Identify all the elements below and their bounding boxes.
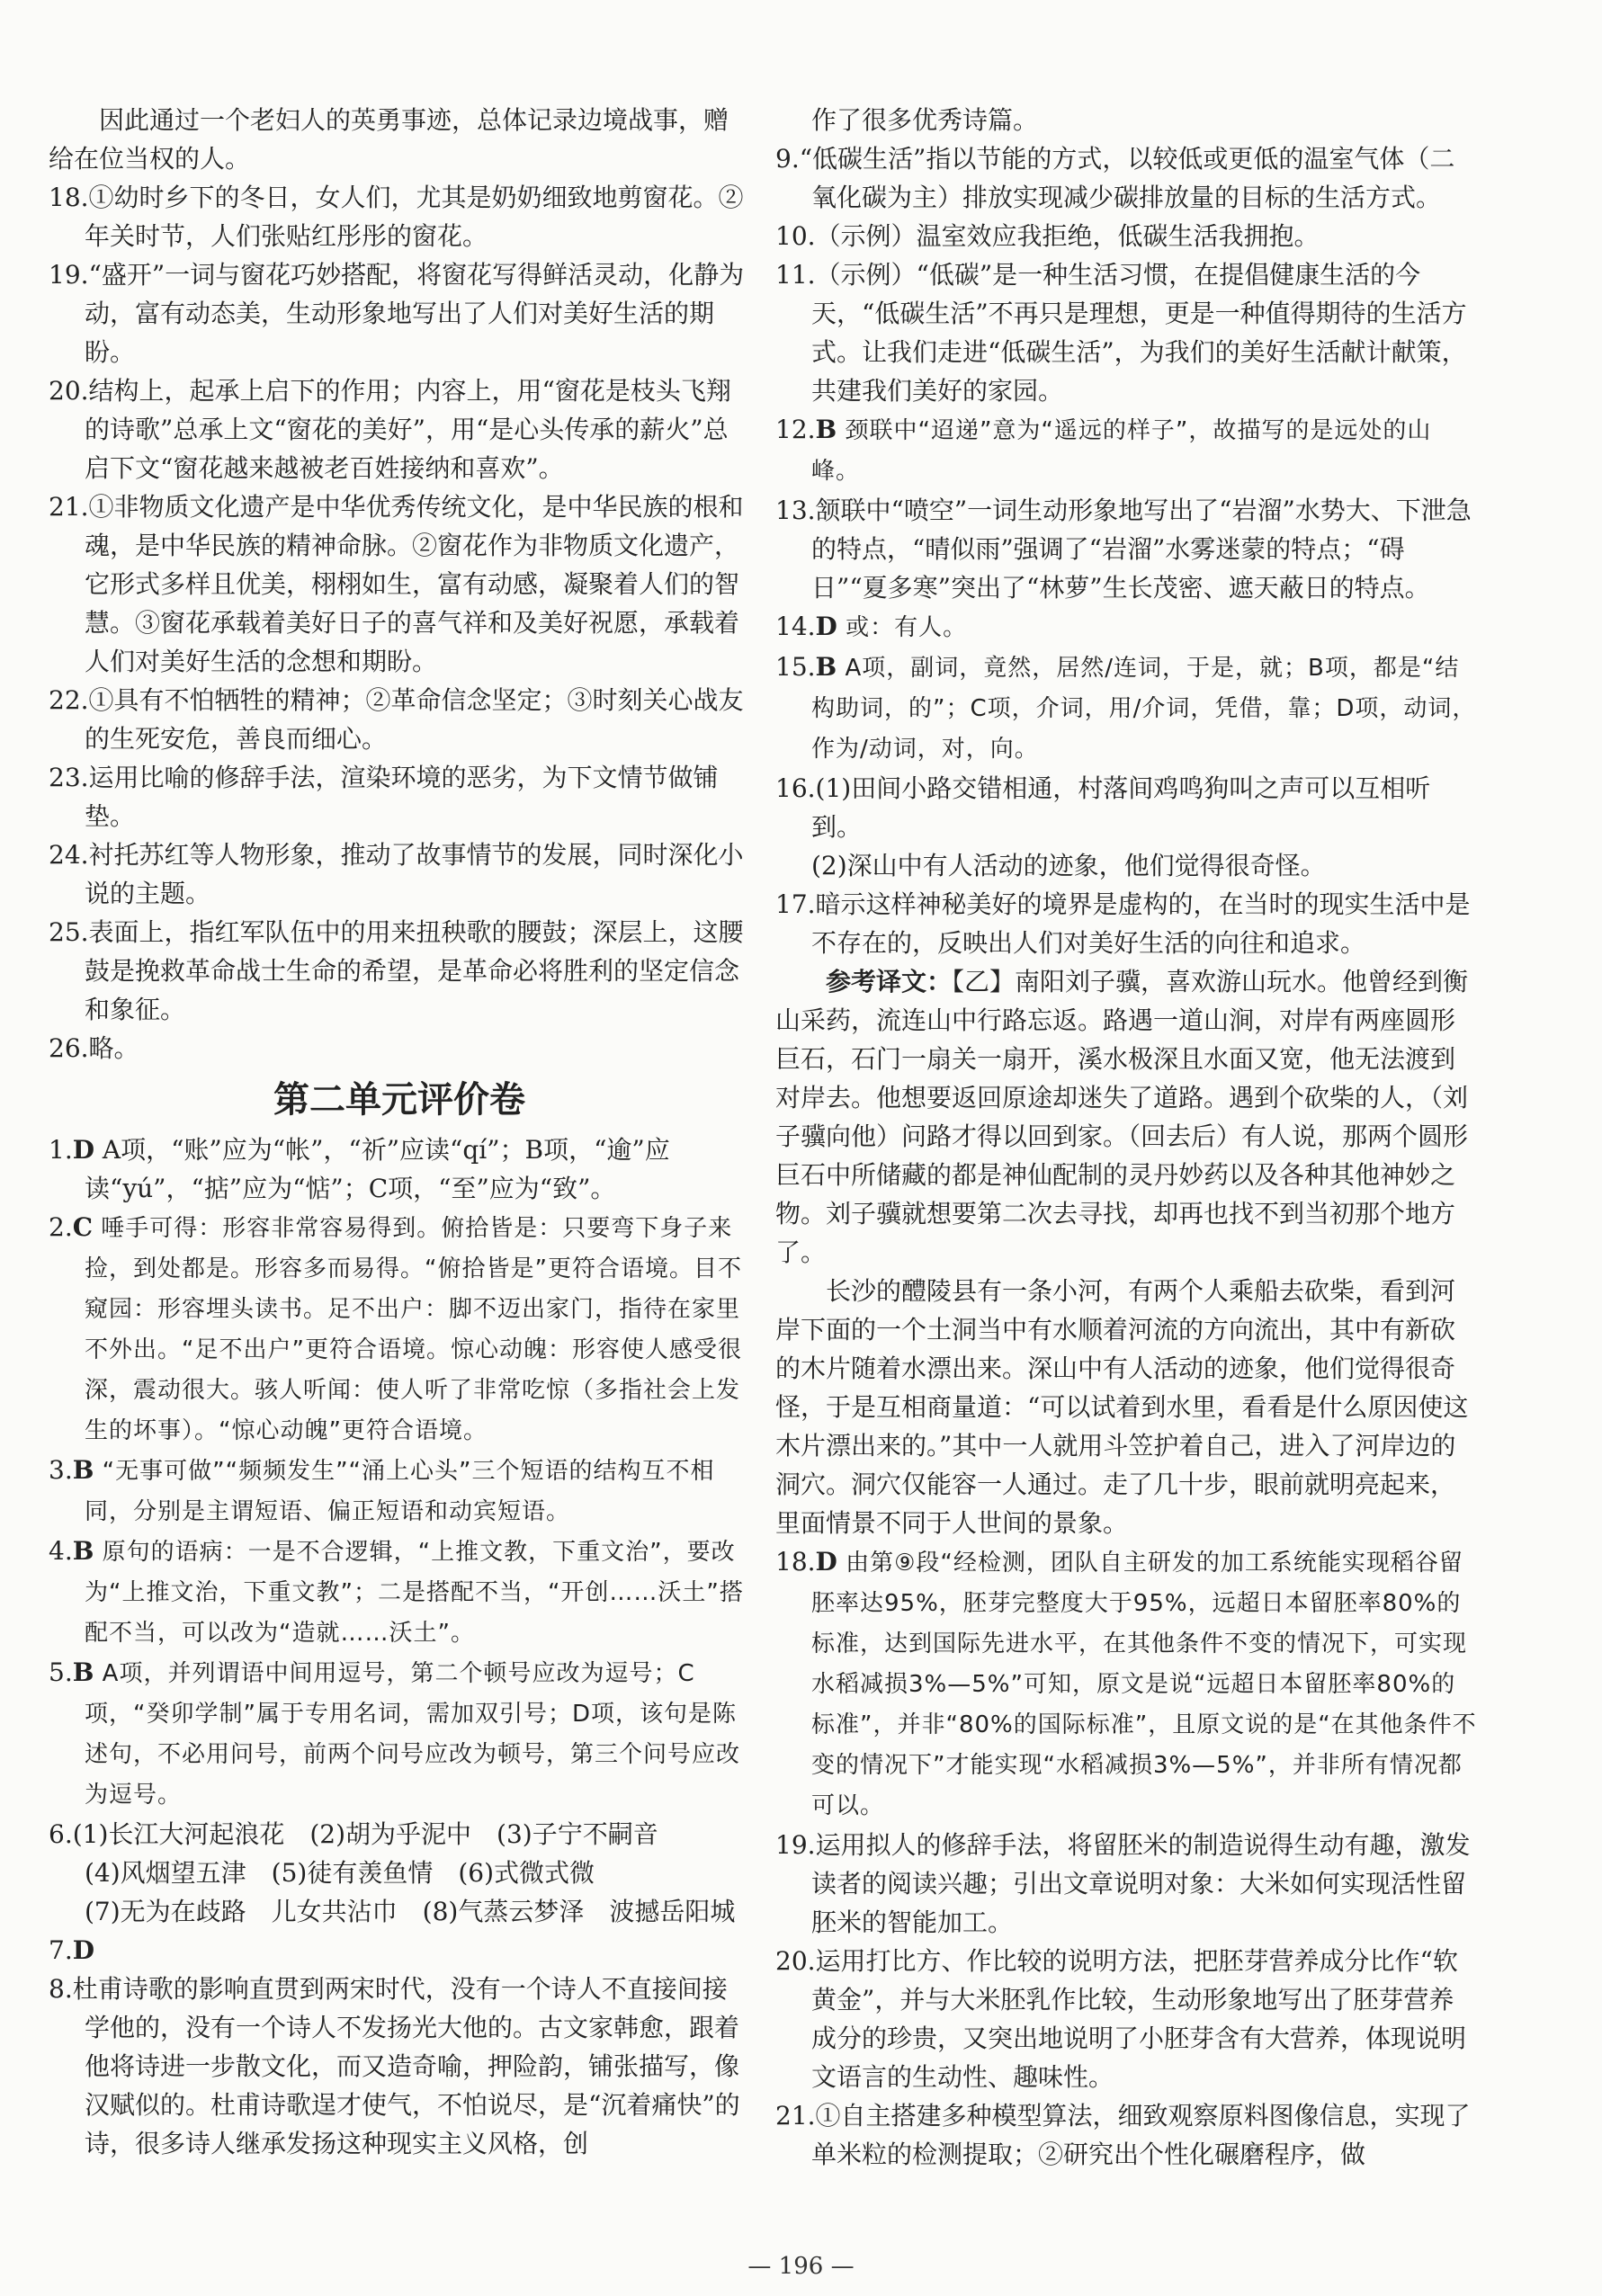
item-text: 颔联中“喷空”一词生动形象地写出了“岩溜”水势大、下泄急的特点，“晴似雨”强调了“岩溜”水雾迷蒙的特点；“碍日”“夏多寒”突出了“林萝”生长茂密、遮天蔽日的特点。 xyxy=(811,496,1472,603)
answer-item-26 xyxy=(49,1029,750,1068)
item-number: 21. xyxy=(49,492,89,522)
answer-item-19 xyxy=(49,255,750,371)
answer-item-2 xyxy=(49,1208,750,1451)
item-number: 6. xyxy=(49,1819,73,1849)
answer-letter: D xyxy=(815,612,837,641)
answer-item-6-line: (4)风烟望五津 (5)徒有羡鱼情 (6)式微式微 xyxy=(85,1858,595,1888)
item-number: 23. xyxy=(49,763,89,792)
answer-letter: B xyxy=(815,652,837,682)
left-column xyxy=(49,101,750,2163)
item-number: 18. xyxy=(49,183,89,212)
item-number: 12. xyxy=(775,415,816,444)
item-text: ①幼时乡下的冬日，女人们，尤其是奶奶细致地剪窗花。②年关时节，人们张贴红彤彤的窗花。 xyxy=(85,183,744,251)
answer-item-10 xyxy=(775,217,1477,255)
item-text: 暗示这样神秘美好的境界是虚构的，在当时的现实生活中是不存在的，反映出人们对美好生活的向往和追求。 xyxy=(811,889,1471,958)
item-text: “低碳生活”指以节能的方式，以较低或更低的温室气体（二氧化碳为主）排放实现减少碳排放量的目标的生活方式。 xyxy=(799,144,1455,212)
item-number: 11. xyxy=(775,260,816,290)
item-number: 2. xyxy=(49,1212,73,1242)
item-text: ①非物质文化遗产是中华优秀传统文化，是中华民族的根和魂，是中华民族的精神命脉。②窗花作为非物质文化遗产，它形式多样且优美，栩栩如生，富有动感，凝聚着人们的智慧。③窗花承载着美好日子的喜气祥和及美好祝愿，承载着人们对美好生活的念想和期盼。 xyxy=(85,492,744,676)
item-text: 杜甫诗歌的影响直贯到两宋时代，没有一个诗人不直接间接学他的，没有一个诗人不发扬光大他的。古文家韩愈，跟着他将诗进一步散文化，而又造奇喻，押险韵，铺张描写，像汉赋似的。杜甫诗歌逞才使气，不怕说尽，是“沉着痛快”的诗，很多诗人继承发扬这种现实主义风格，创 xyxy=(72,1974,740,2158)
answer-item-20 xyxy=(49,371,750,487)
item-number: 20. xyxy=(775,1946,816,1976)
item-number: 20. xyxy=(49,376,89,406)
item-text: 颈联中“迢递”意为“遥远的样子”，故描写的是远处的山峰。 xyxy=(811,417,1432,485)
item-text: ①具有不怕牺牲的精神；②革命信念坚定；③时刻关心战友的生死安危，善良而细心。 xyxy=(85,685,744,754)
item-number: 4. xyxy=(49,1536,73,1566)
item-number: 15. xyxy=(775,652,816,682)
item-text: 唾手可得：形容非常容易得到。俯拾皆是：只要弯下身子来捡，到处都是。形容多而易得。“俯拾皆是”更符合语境。目不窥园：形容埋头读书。足不出户：脚不迈出家门，指待在家里不外出。“足不出户”更符合语境。惊心动魄：形容使人感受很深，震动很大。骇人听闻：使人听了非常吃惊（多指社会上发生的坏事）。“惊心动魄”更符合语境。 xyxy=(85,1215,742,1444)
item-text: A项，并列谓语中间用逗号，第二个顿号应改为逗号；C项，“癸卯学制”属于专用名词，需加双引号；D项，该句是陈述句，不必用问号，前两个问号应改为顿号，第三个问号应改为逗号。 xyxy=(85,1660,741,1809)
right-column xyxy=(775,101,1477,2174)
item-number: 16. xyxy=(775,773,816,803)
item-text: 原句的语病：一是不合逻辑，“上推文教，下重文治”，要改为“上推文治，下重文教”；二是搭配不当，“开创……沃土”搭配不当，可以改为“造就……沃土”。 xyxy=(85,1539,744,1647)
answer-item-24 xyxy=(49,835,750,913)
item-number: 19. xyxy=(49,260,89,290)
item-number: 5. xyxy=(49,1657,73,1687)
answer-item-22 xyxy=(49,681,750,758)
item-number: 7. xyxy=(49,1935,73,1965)
item-text: ①自主搭建多种模型算法，细致观察原料图像信息，实现了单米粒的检测提取；②研究出个性化碾磨程序，做 xyxy=(811,2101,1471,2169)
answer-item-21b xyxy=(775,2096,1477,2174)
item-text: “盛开”一词与窗花巧妙搭配，将窗花写得鲜活灵动，化静为动，富有动态美，生动形象地写出了人们对美好生活的期盼。 xyxy=(85,260,745,367)
translation-label: 参考译文： xyxy=(826,967,953,996)
item-number: 19. xyxy=(775,1830,816,1860)
translation-paragraph-1 xyxy=(775,962,1477,1272)
answer-item-6-line: (7)无为在歧路 儿女共沾巾 (8)气蒸云梦泽 波撼岳阳城 xyxy=(85,1897,736,1926)
answer-item-5 xyxy=(49,1653,750,1815)
item-text: “无事可做”“频频发生”“涌上心头”三个短语的结构互不相同，分别是主谓短语、偏正短语和动宾短语。 xyxy=(85,1458,715,1525)
item-text: 或：有人。 xyxy=(837,614,968,641)
answer-letter: D xyxy=(72,1135,94,1165)
item-text: 运用比喻的修辞手法，渲染环境的恶劣，为下文情节做铺垫。 xyxy=(85,763,719,831)
item-text: 略。 xyxy=(88,1033,139,1063)
item-number: 1. xyxy=(49,1135,73,1165)
item-number: 21. xyxy=(775,2101,816,2131)
answer-item-20b xyxy=(775,1942,1477,2096)
section-title: 第二单元评价卷 xyxy=(273,1079,525,1121)
item-number: 3. xyxy=(49,1455,73,1485)
answer-item-4 xyxy=(49,1532,750,1653)
answer-item-18 xyxy=(49,178,750,255)
item-text: 由第⑨段“经检测，团队自主研发的加工系统能实现稻谷留胚率达95%，胚芽完整度大于95%，远超日本留胚率80%的标准，达到国际先进水平，在其他条件不变的情况下，可实现水稻减损3%—5%”可知，原文是说“远超日本留胚率80%的标准”，并非“80%的国际标准”，且原文说的是“在其他条件不变的情况下”才能实现“水稻减损3%—5%”，并非所有情况都可以。 xyxy=(811,1550,1477,1819)
answer-item-9 xyxy=(775,139,1477,217)
item-text: （示例）“低碳”是一种生活习惯，在提倡健康生活的今天，“低碳生活”不再只是理想，更是一种值得期待的生活方式。让我们走进“低碳生活”，为我们的美好生活献计献策，共建我们美好的家园。 xyxy=(811,260,1467,406)
item-text: A项，“账”应为“帐”，“祈”应读“qí”；B项，“逾”应读“yú”，“掂”应为“惦”；C项，“至”应为“致”。 xyxy=(85,1135,670,1203)
item-text: A项，副词，竟然，居然/连词，于是，就；B项，都是“结构助词，的”；C项，介词，用/介词，凭借，靠；D项，动词，作为/动词，对，向。 xyxy=(811,655,1477,763)
answer-item-6 xyxy=(49,1815,750,1854)
item-number: 26. xyxy=(49,1033,89,1063)
answer-item-16 xyxy=(775,769,1477,846)
item-text: 衬托苏红等人物形象，推动了故事情节的发展，同时深化小说的主题。 xyxy=(85,840,744,908)
item-number: 18. xyxy=(775,1547,816,1577)
item-number: 25. xyxy=(49,917,89,947)
answer-item-1 xyxy=(49,1130,750,1208)
item-text: 运用打比方、作比较的说明方法，把胚芽营养成分比作“软黄金”，并与大米胚乳作比较，生动形象地写出了胚芽营养成分的珍贵，又突出地说明了小胚芽含有大营养，体现说明文语言的生动性、趣味性。 xyxy=(811,1946,1467,2092)
answer-item-14 xyxy=(775,607,1477,648)
item-number: 8. xyxy=(49,1974,73,2004)
answer-letter: B xyxy=(72,1657,94,1687)
item-text: 表面上，指红军队伍中的用来扭秧歌的腰鼓；深层上，这腰鼓是挽救革命战士生命的希望，是革命必将胜利的坚定信念和象征。 xyxy=(85,917,744,1024)
answer-item-25 xyxy=(49,913,750,1029)
answer-item-23 xyxy=(49,758,750,835)
answer-item-19b xyxy=(775,1826,1477,1942)
item-text: 运用拟人的修辞手法，将留胚米的制造说得生动有趣，激发读者的阅读兴趣；引出文章说明对象：大米如何实现活性留胚米的智能加工。 xyxy=(811,1830,1471,1937)
answer-letter: C xyxy=(72,1212,94,1242)
answer-item-11 xyxy=(775,255,1477,410)
answer-item-17 xyxy=(775,885,1477,962)
item-number: 13. xyxy=(775,496,816,525)
answer-letter: B xyxy=(72,1455,94,1485)
answer-item-12 xyxy=(775,410,1477,491)
answer-letter: D xyxy=(815,1547,837,1577)
item-number: 9. xyxy=(775,144,800,174)
page-number: — 196 — xyxy=(747,2253,855,2280)
item-number: 17. xyxy=(775,889,816,919)
item-number: 24. xyxy=(49,840,89,870)
answer-item-13 xyxy=(775,491,1477,607)
item-text: (1)长江大河起浪花 (2)胡为乎泥中 (3)子宁不嗣音 xyxy=(72,1819,658,1849)
answer-item-21 xyxy=(49,487,750,681)
item-number: 10. xyxy=(775,221,816,251)
answer-item-18b xyxy=(775,1542,1477,1826)
answer-letter: D xyxy=(72,1935,94,1965)
intro-paragraph: 因此通过一个老妇人的英勇事迹，总体记录边境战事，赠给在位当权的人。 xyxy=(49,105,729,174)
item-text: (1)田间小路交错相通，村落间鸡鸣狗叫之声可以互相听到。 xyxy=(811,773,1431,842)
answer-letter: B xyxy=(72,1536,94,1566)
answer-item-7 xyxy=(49,1931,750,1970)
translation-text: 【乙】南阳刘子骥，喜欢游山玩水。他曾经到衡山采药，流连山中行路忘返。路遇一道山涧，对岸有两座圆形巨石，石门一扇关一扇开，溪水极深且水面又宽，他无法渡到对岸去。他想要返回原途却迷失了道路。遇到个砍柴的人，（刘子骥向他）问路才得以回到家。（回去后）有人说，那两个圆形巨石中所储藏的都是神仙配制的灵丹妙药以及各种其他神妙之物。刘子骥就想要第二次去寻找，却再也找不到当初那个地方了。 xyxy=(775,967,1469,1267)
item-text: （示例）温室效应我拒绝，低碳生活我拥抱。 xyxy=(815,221,1320,251)
answer-item-16-line: (2)深山中有人活动的迹象，他们觉得很奇怪。 xyxy=(811,851,1326,880)
item-text: 结构上，起承上启下的作用；内容上，用“窗花是枝头飞翔的诗歌”总承上文“窗花的美好”，用“是心头传承的薪火”总启下文“窗花越来越被老百姓接纳和喜欢”。 xyxy=(85,376,731,483)
item-number: 22. xyxy=(49,685,89,715)
item-number: 14. xyxy=(775,612,816,641)
answer-letter: B xyxy=(815,415,837,444)
answer-item-3 xyxy=(49,1451,750,1532)
answer-item-8 xyxy=(49,1970,750,2163)
translation-paragraph-2: 长沙的醴陵县有一条小河，有两个人乘船去砍柴，看到河岸下面的一个土洞当中有水顺着河流的方向流出，其中有新砍的木片随着水漂出来。深山中有人活动的迹象，他们觉得很奇怪，于是互相商量道：“可以试着到水里，看看是什么原因使这木片漂出来的。”其中一人就用斗笠护着自己，进入了河岸边的洞穴。洞穴仅能容一人通过。走了几十步，眼前就明亮起来，里面情景不同于人世间的景象。 xyxy=(775,1276,1469,1538)
answer-item-15 xyxy=(775,648,1477,769)
continued-text: 作了很多优秀诗篇。 xyxy=(811,105,1039,135)
